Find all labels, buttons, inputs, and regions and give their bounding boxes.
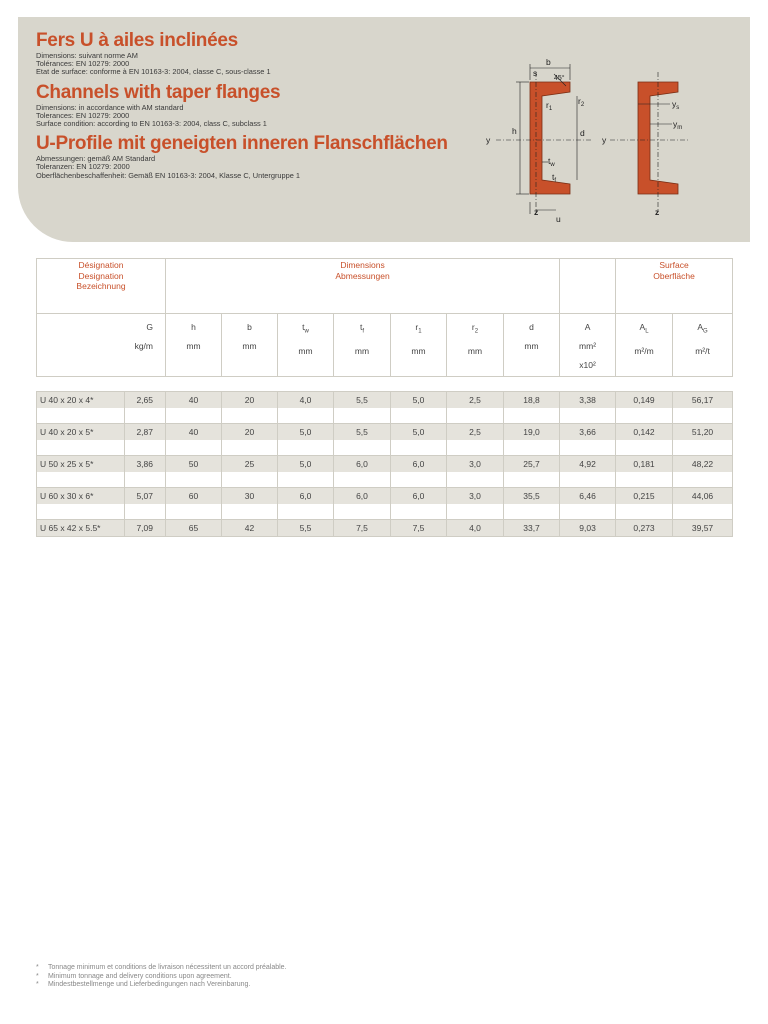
footnote: * Minimum tonnage and delivery conditions upon agreement. bbox=[36, 972, 232, 980]
value-cell: 6,0 bbox=[334, 456, 391, 473]
value-cell: 19,0 bbox=[504, 424, 560, 441]
title-block bbox=[36, 30, 476, 185]
header-text: Designation bbox=[78, 270, 124, 281]
column-unit: mm bbox=[186, 341, 201, 351]
row-spacer bbox=[37, 472, 733, 488]
designation-cell: U 60 x 30 x 6* bbox=[37, 488, 125, 505]
value-cell: 5,0 bbox=[391, 424, 447, 441]
value-cell: 25,7 bbox=[504, 456, 560, 473]
label-b: b bbox=[546, 57, 551, 67]
column-unit: m²/m bbox=[634, 345, 654, 356]
footnotes bbox=[36, 964, 287, 990]
value-cell: 4,92 bbox=[560, 456, 616, 473]
label-d: d bbox=[580, 128, 585, 138]
value-cell: 6,0 bbox=[391, 456, 447, 473]
label-h: h bbox=[512, 126, 517, 136]
table-row bbox=[37, 456, 733, 473]
label-tw: $t_w$ bbox=[548, 156, 555, 168]
header-gap bbox=[37, 377, 733, 392]
column-symbol: h bbox=[191, 322, 196, 332]
column-unit: mm² bbox=[579, 341, 597, 351]
column-header-a bbox=[560, 314, 616, 377]
spec-line: Toleranzen: EN 10279: 2000 bbox=[36, 162, 130, 172]
column-symbol: $r_1$ bbox=[415, 322, 422, 335]
french-block bbox=[36, 30, 476, 77]
value-cell: 30 bbox=[222, 488, 278, 505]
row-spacer bbox=[37, 440, 733, 456]
designation-header bbox=[37, 259, 166, 314]
label-z-right: z bbox=[655, 207, 660, 217]
column-header-d bbox=[504, 314, 560, 377]
column-unit: mm bbox=[354, 345, 370, 356]
group-header-row bbox=[37, 259, 733, 314]
value-cell: 48,22 bbox=[673, 456, 733, 473]
column-symbol: d bbox=[529, 322, 534, 332]
value-cell: 5,5 bbox=[278, 520, 334, 537]
column-unit: mm bbox=[242, 341, 257, 351]
header-text: Oberfläche bbox=[653, 270, 695, 281]
label-u: u bbox=[556, 214, 561, 224]
column-unit: mm bbox=[298, 345, 313, 356]
value-cell: 20 bbox=[222, 392, 278, 409]
value-cell: 5,0 bbox=[278, 456, 334, 473]
value-cell: 50 bbox=[166, 456, 222, 473]
channel-profile-left bbox=[530, 82, 570, 194]
table-row bbox=[37, 520, 733, 537]
designation-cell: U 65 x 42 x 5.5* bbox=[37, 520, 125, 537]
designation-cell: U 40 x 20 x 4* bbox=[37, 392, 125, 409]
column-unit: mm bbox=[411, 345, 426, 356]
dimensions-header bbox=[166, 259, 560, 314]
header-text: Désignation bbox=[78, 260, 124, 270]
value-cell: 2,5 bbox=[447, 392, 504, 409]
value-cell: 4,0 bbox=[447, 520, 504, 537]
title-english: Channels with taper flanges bbox=[36, 81, 281, 103]
column-header-h bbox=[166, 314, 222, 377]
column-symbol: b bbox=[247, 322, 252, 332]
spec-line: Abmessungen: gemäß AM Standard bbox=[36, 154, 156, 164]
value-cell: 44,06 bbox=[673, 488, 733, 505]
spec-line: Oberflächenbeschaffenheit: Gemäß EN 10163-3: 2004, Klasse C, Untergruppe 1 bbox=[36, 170, 301, 180]
value-cell: 25 bbox=[222, 456, 278, 473]
column-symbol: $t_w$ bbox=[302, 322, 309, 335]
english-block bbox=[36, 82, 476, 129]
designation-cell: U 50 x 25 x 5* bbox=[37, 456, 125, 473]
area-header-blank bbox=[560, 259, 616, 314]
label-r2: $r_2$ bbox=[578, 96, 585, 108]
row-spacer bbox=[37, 504, 733, 520]
footnote: * Mindestbestellmenge und Lieferbedingungen nach Vereinbarung. bbox=[36, 981, 251, 989]
column-header-g bbox=[37, 314, 166, 377]
value-cell: 0,273 bbox=[616, 520, 673, 537]
value-cell: 6,0 bbox=[334, 488, 391, 505]
header-text: Abmessungen bbox=[335, 270, 390, 281]
surface-header bbox=[616, 259, 733, 314]
value-cell: 60 bbox=[166, 488, 222, 505]
value-cell: 6,0 bbox=[278, 488, 334, 505]
spec-line: Dimensions: in accordance with AM standard bbox=[36, 102, 184, 112]
value-cell: 33,7 bbox=[504, 520, 560, 537]
column-header-row bbox=[37, 314, 733, 377]
value-cell: 4,0 bbox=[278, 392, 334, 409]
value-cell: 7,5 bbox=[391, 520, 447, 537]
value-cell: 3,86 bbox=[125, 456, 166, 473]
german-block bbox=[36, 133, 476, 180]
column-symbol: $A_L$ bbox=[639, 322, 649, 335]
value-cell: 35,5 bbox=[504, 488, 560, 505]
value-cell: 0,181 bbox=[616, 456, 673, 473]
value-cell: 7,5 bbox=[334, 520, 391, 537]
value-cell: 39,57 bbox=[673, 520, 733, 537]
column-unit: kg/m bbox=[134, 341, 153, 351]
value-cell: 65 bbox=[166, 520, 222, 537]
table-row bbox=[37, 392, 733, 409]
column-symbol: $A_G$ bbox=[697, 322, 708, 335]
value-cell: 2,87 bbox=[125, 424, 166, 441]
column-unit: mm bbox=[524, 341, 539, 351]
value-cell: 40 bbox=[166, 424, 222, 441]
column-header-al bbox=[616, 314, 673, 377]
label-y-left: y bbox=[486, 135, 491, 145]
value-cell: 5,0 bbox=[391, 392, 447, 409]
spec-line: Tolerances: EN 10279: 2000 bbox=[36, 110, 130, 120]
column-header-tw bbox=[278, 314, 334, 377]
channel-section-diagram bbox=[482, 52, 702, 227]
header-text: Bezeichnung bbox=[76, 281, 126, 291]
column-header-tf bbox=[334, 314, 391, 377]
column-symbol: $t_f$ bbox=[359, 322, 365, 335]
value-cell: 3,0 bbox=[447, 456, 504, 473]
label-angle: 45° bbox=[554, 75, 565, 82]
spec-line: Dimensions: suivant norme AM bbox=[36, 51, 138, 60]
column-header-ag bbox=[673, 314, 733, 377]
value-cell: 6,0 bbox=[391, 488, 447, 505]
label-ym: $y_m$ bbox=[673, 119, 683, 131]
row-spacer bbox=[37, 408, 733, 424]
value-cell: 40 bbox=[166, 392, 222, 409]
value-cell: 18,8 bbox=[504, 392, 560, 409]
value-cell: 2,65 bbox=[125, 392, 166, 409]
value-cell: 0,142 bbox=[616, 424, 673, 441]
header-text: Surface bbox=[659, 260, 689, 270]
value-cell: 3,38 bbox=[560, 392, 616, 409]
column-header-r2 bbox=[447, 314, 504, 377]
value-cell: 5,5 bbox=[334, 392, 391, 409]
label-r1: $r_1$ bbox=[546, 100, 553, 112]
column-symbol: $r_2$ bbox=[471, 322, 479, 335]
column-header-b bbox=[222, 314, 278, 377]
column-symbol: G bbox=[146, 322, 153, 332]
table-row bbox=[37, 488, 733, 505]
value-cell: 2,5 bbox=[447, 424, 504, 441]
value-cell: 51,20 bbox=[673, 424, 733, 441]
value-cell: 20 bbox=[222, 424, 278, 441]
value-cell: 3,0 bbox=[447, 488, 504, 505]
value-cell: 3,66 bbox=[560, 424, 616, 441]
footnote: * Tonnage minimum et conditions de livraison nécessitent un accord préalable. bbox=[36, 964, 287, 971]
header-text: Dimensions bbox=[340, 260, 385, 270]
label-s: s bbox=[533, 68, 538, 78]
value-cell: 0,149 bbox=[616, 392, 673, 409]
value-cell: 5,5 bbox=[334, 424, 391, 441]
column-unit: m²/t bbox=[695, 345, 710, 356]
label-z-left: z bbox=[534, 207, 539, 217]
table-body bbox=[37, 392, 733, 537]
table-row bbox=[37, 424, 733, 441]
value-cell: 7,09 bbox=[125, 520, 166, 537]
value-cell: 42 bbox=[222, 520, 278, 537]
spec-table bbox=[36, 258, 733, 537]
label-ys: $y_s$ bbox=[672, 99, 680, 111]
spec-line: Etat de surface: conforme à EN 10163-3: 2004, classe C, sous-classe 1 bbox=[36, 67, 271, 77]
spec-line: Tolérances: EN 10279: 2000 bbox=[36, 59, 130, 69]
column-header-r1 bbox=[391, 314, 447, 377]
label-tf: $t_f$ bbox=[552, 172, 557, 184]
value-cell: 5,07 bbox=[125, 488, 166, 505]
title-french: Fers U à ailes inclinées bbox=[36, 30, 238, 51]
value-cell: 0,215 bbox=[616, 488, 673, 505]
designation-cell: U 40 x 20 x 5* bbox=[37, 424, 125, 441]
value-cell: 6,46 bbox=[560, 488, 616, 505]
value-cell: 56,17 bbox=[673, 392, 733, 409]
title-german: U-Profile mit geneigten inneren Flanschflächen bbox=[36, 133, 448, 155]
value-cell: 5,0 bbox=[278, 424, 334, 441]
value-cell: 9,03 bbox=[560, 520, 616, 537]
spec-line: Surface condition: according to EN 10163-3: 2004, class C, subclass 1 bbox=[36, 119, 267, 129]
label-y-right: y bbox=[602, 135, 607, 145]
column-unit-multiplier: x10² bbox=[579, 360, 596, 370]
column-unit: mm bbox=[467, 345, 483, 356]
column-symbol: A bbox=[584, 322, 591, 332]
